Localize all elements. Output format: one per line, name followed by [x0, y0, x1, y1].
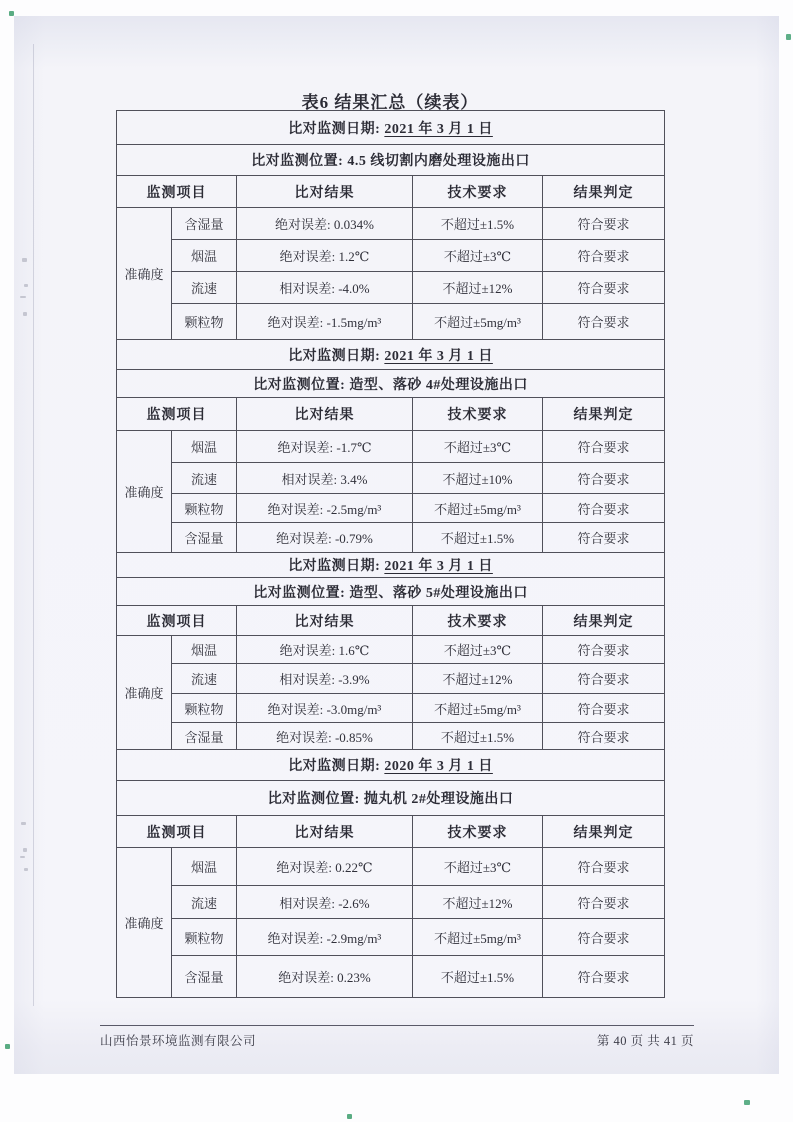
item-cell: 含湿量 — [172, 723, 237, 750]
result-cell: 绝对误差: 1.2℃ — [237, 240, 413, 272]
item-cell: 烟温 — [172, 636, 237, 664]
requirement-cell: 不超过±3℃ — [413, 848, 543, 886]
table-section-3 — [117, 553, 665, 750]
footer-divider — [100, 1025, 694, 1026]
judgment-cell: 符合要求 — [543, 886, 665, 919]
requirement-cell: 不超过±12% — [413, 886, 543, 919]
item-cell: 流速 — [172, 272, 237, 304]
table-row — [117, 463, 665, 494]
header-requirement: 技术要求 — [413, 816, 543, 848]
result-cell: 相对误差: 3.4% — [237, 463, 413, 494]
judgment-cell: 符合要求 — [543, 304, 665, 340]
location-row — [117, 145, 665, 176]
scan-artifact — [21, 822, 26, 825]
result-cell: 绝对误差: -1.7℃ — [237, 431, 413, 463]
header-judgment: 结果判定 — [543, 606, 665, 636]
date-row — [117, 750, 665, 781]
table-row — [117, 208, 665, 240]
group-cell: 准确度 — [117, 636, 172, 750]
item-cell: 流速 — [172, 886, 237, 919]
header-result: 比对结果 — [237, 606, 413, 636]
scan-artifact — [20, 296, 26, 298]
scan-artifact — [24, 868, 28, 871]
requirement-cell: 不超过±1.5% — [413, 208, 543, 240]
table-section-2 — [117, 340, 665, 553]
judgment-cell: 符合要求 — [543, 208, 665, 240]
header-requirement: 技术要求 — [413, 606, 543, 636]
table-row — [117, 636, 665, 664]
result-cell: 相对误差: -2.6% — [237, 886, 413, 919]
location-row — [117, 370, 665, 398]
date-row — [117, 340, 665, 370]
judgment-cell: 符合要求 — [543, 848, 665, 886]
table-section-4 — [117, 750, 665, 998]
date-row — [117, 111, 665, 145]
table-row — [117, 523, 665, 553]
scan-artifact — [23, 848, 27, 852]
header-row — [117, 176, 665, 208]
header-result: 比对结果 — [237, 816, 413, 848]
judgment-cell: 符合要求 — [543, 636, 665, 664]
requirement-cell: 不超过±5mg/m³ — [413, 694, 543, 723]
requirement-cell: 不超过±1.5% — [413, 956, 543, 998]
date-label: 比对监测日期: — [288, 559, 385, 574]
date-label: 比对监测日期: — [288, 121, 385, 137]
item-cell: 烟温 — [172, 240, 237, 272]
item-cell: 颗粒物 — [172, 919, 237, 956]
judgment-cell: 符合要求 — [543, 463, 665, 494]
table-row — [117, 304, 665, 340]
requirement-cell: 不超过±3℃ — [413, 636, 543, 664]
header-row — [117, 398, 665, 431]
header-result: 比对结果 — [237, 176, 413, 208]
result-cell: 绝对误差: -2.9mg/m³ — [237, 919, 413, 956]
date-label: 比对监测日期: — [288, 348, 385, 364]
item-cell: 流速 — [172, 463, 237, 494]
result-cell: 绝对误差: 1.6℃ — [237, 636, 413, 664]
table-row — [117, 240, 665, 272]
table-row — [117, 494, 665, 523]
table-section-1 — [117, 111, 665, 340]
judgment-cell: 符合要求 — [543, 272, 665, 304]
page-number: 第 40 页 共 41 页 — [596, 1034, 694, 1048]
scan-artifact — [23, 312, 27, 316]
result-cell: 绝对误差: 0.034% — [237, 208, 413, 240]
location-value: 比对监测位置: 4.5 线切割内磨处理设施出口 — [117, 145, 665, 176]
requirement-cell: 不超过±5mg/m³ — [413, 919, 543, 956]
results-summary-table — [116, 110, 665, 998]
scan-speck — [786, 34, 791, 40]
requirement-cell: 不超过±10% — [413, 463, 543, 494]
requirement-cell: 不超过±3℃ — [413, 431, 543, 463]
header-item: 监测项目 — [117, 816, 237, 848]
requirement-cell: 不超过±1.5% — [413, 523, 543, 553]
judgment-cell: 符合要求 — [543, 664, 665, 694]
judgment-cell: 符合要求 — [543, 723, 665, 750]
item-cell: 烟温 — [172, 431, 237, 463]
requirement-cell: 不超过±3℃ — [413, 240, 543, 272]
scan-artifact — [24, 284, 28, 287]
date-value: 2021 年 3 月 1 日 — [384, 348, 493, 364]
item-cell: 颗粒物 — [172, 304, 237, 340]
requirement-cell: 不超过±12% — [413, 272, 543, 304]
header-requirement: 技术要求 — [413, 176, 543, 208]
table-row — [117, 272, 665, 304]
judgment-cell: 符合要求 — [543, 919, 665, 956]
item-cell: 含湿量 — [172, 523, 237, 553]
item-cell: 烟温 — [172, 848, 237, 886]
table-row — [117, 919, 665, 956]
scan-artifact — [22, 258, 27, 262]
table-row — [117, 723, 665, 750]
judgment-cell: 符合要求 — [543, 240, 665, 272]
group-cell: 准确度 — [117, 431, 172, 553]
result-cell: 绝对误差: -0.85% — [237, 723, 413, 750]
header-item: 监测项目 — [117, 398, 237, 431]
location-row — [117, 781, 665, 816]
result-cell: 绝对误差: -1.5mg/m³ — [237, 304, 413, 340]
table-row — [117, 956, 665, 998]
date-row — [117, 553, 665, 578]
result-cell: 绝对误差: -2.5mg/m³ — [237, 494, 413, 523]
item-cell: 含湿量 — [172, 956, 237, 998]
table-row — [117, 664, 665, 694]
header-judgment: 结果判定 — [543, 816, 665, 848]
header-judgment: 结果判定 — [543, 176, 665, 208]
requirement-cell: 不超过±1.5% — [413, 723, 543, 750]
header-row — [117, 606, 665, 636]
company-name: 山西怡景环境监测有限公司 — [100, 1034, 257, 1048]
location-value: 比对监测位置: 造型、落砂 4#处理设施出口 — [117, 370, 665, 398]
item-cell: 流速 — [172, 664, 237, 694]
scan-speck — [9, 11, 14, 16]
date-value: 2021 年 3 月 1 日 — [384, 121, 493, 137]
requirement-cell: 不超过±5mg/m³ — [413, 304, 543, 340]
item-cell: 含湿量 — [172, 208, 237, 240]
location-row — [117, 578, 665, 606]
location-value: 比对监测位置: 抛丸机 2#处理设施出口 — [117, 781, 665, 816]
page-footer — [100, 1031, 694, 1049]
date-label: 比对监测日期: — [288, 759, 385, 774]
table-title: 表6 结果汇总（续表） — [301, 93, 479, 112]
scan-speck — [744, 1100, 750, 1105]
judgment-cell: 符合要求 — [543, 494, 665, 523]
table-row — [117, 886, 665, 919]
date-value: 2021 年 3 月 1 日 — [384, 559, 493, 574]
judgment-cell: 符合要求 — [543, 694, 665, 723]
header-requirement: 技术要求 — [413, 398, 543, 431]
header-judgment: 结果判定 — [543, 398, 665, 431]
header-result: 比对结果 — [237, 398, 413, 431]
result-cell: 相对误差: -3.9% — [237, 664, 413, 694]
header-row — [117, 816, 665, 848]
result-cell: 绝对误差: -0.79% — [237, 523, 413, 553]
group-cell: 准确度 — [117, 208, 172, 340]
requirement-cell: 不超过±5mg/m³ — [413, 494, 543, 523]
item-cell: 颗粒物 — [172, 494, 237, 523]
group-cell: 准确度 — [117, 848, 172, 998]
item-cell: 颗粒物 — [172, 694, 237, 723]
table-row — [117, 431, 665, 463]
header-item: 监测项目 — [117, 176, 237, 208]
result-cell: 绝对误差: 0.22℃ — [237, 848, 413, 886]
requirement-cell: 不超过±12% — [413, 664, 543, 694]
result-cell: 绝对误差: 0.23% — [237, 956, 413, 998]
scan-speck — [5, 1044, 10, 1049]
table-row — [117, 848, 665, 886]
judgment-cell: 符合要求 — [543, 956, 665, 998]
scan-speck — [347, 1114, 352, 1119]
judgment-cell: 符合要求 — [543, 431, 665, 463]
header-item: 监测项目 — [117, 606, 237, 636]
judgment-cell: 符合要求 — [543, 523, 665, 553]
result-cell: 绝对误差: -3.0mg/m³ — [237, 694, 413, 723]
date-value: 2020 年 3 月 1 日 — [384, 759, 493, 774]
result-cell: 相对误差: -4.0% — [237, 272, 413, 304]
scan-artifact — [20, 856, 25, 858]
paper-sheet — [14, 16, 779, 1074]
location-value: 比对监测位置: 造型、落砂 5#处理设施出口 — [117, 578, 665, 606]
scan-edge-line — [33, 44, 34, 1006]
table-row — [117, 694, 665, 723]
